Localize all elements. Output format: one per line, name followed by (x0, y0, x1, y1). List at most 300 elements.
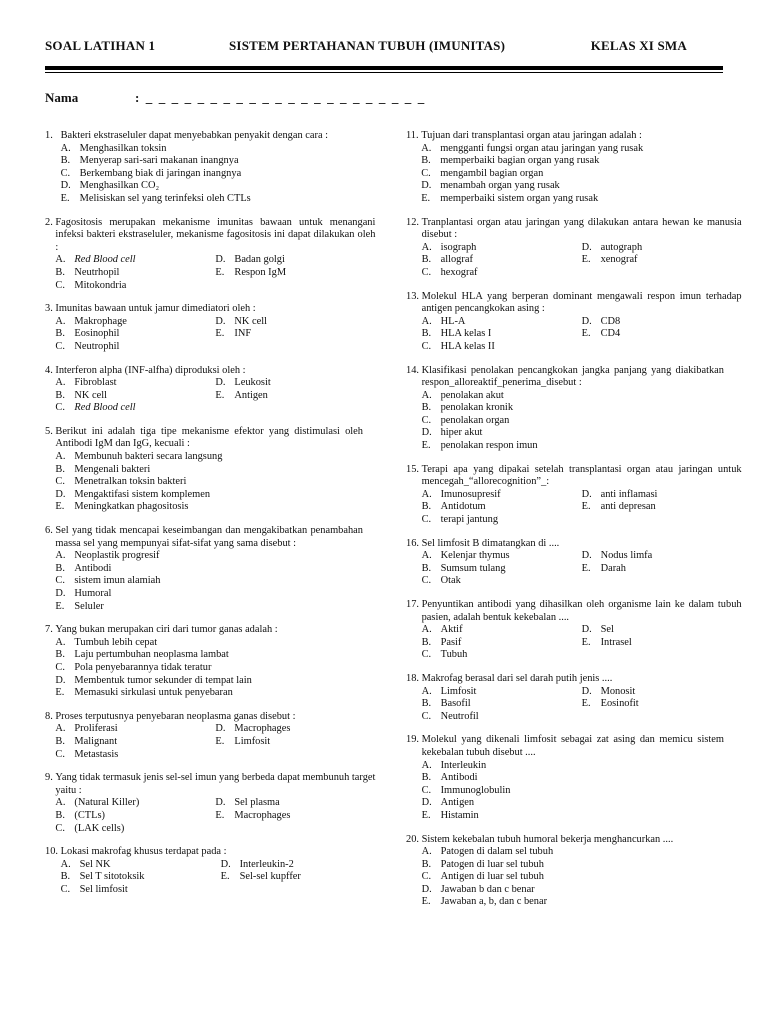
answer-option[interactable] (55, 588, 363, 601)
option-text: xenograf (600, 254, 638, 266)
option-letter: D. (421, 797, 432, 809)
option-text: penolakan kronik (440, 402, 514, 414)
answer-options (55, 377, 375, 415)
option-letter: A. (421, 685, 432, 697)
answer-options (55, 316, 375, 354)
question-body (422, 673, 742, 723)
answer-option[interactable] (215, 328, 375, 341)
question-body (55, 426, 363, 514)
answer-option[interactable] (61, 859, 221, 872)
answer-option[interactable] (215, 390, 375, 403)
question-body (422, 599, 742, 662)
answer-option[interactable] (422, 846, 724, 859)
answer-option[interactable] (55, 749, 215, 762)
option-text: Menetralkan toksin bakteri (74, 476, 187, 488)
question-text: Lokasi makrofag khusus terdapat pada : (60, 846, 227, 858)
option-letter: A. (421, 759, 432, 771)
answer-option[interactable] (422, 871, 724, 884)
option-text: Antigen (440, 797, 475, 809)
answer-option[interactable] (422, 316, 582, 329)
answer-option[interactable] (422, 698, 582, 711)
answer-option[interactable] (421, 143, 724, 156)
option-text: HLA kelas II (440, 340, 495, 352)
option-text: Makrophage (74, 315, 127, 327)
option-letter: C. (55, 822, 65, 834)
answer-option[interactable] (55, 328, 215, 341)
option-letter: D. (215, 254, 226, 266)
option-letter: A. (55, 377, 66, 389)
option-letter: E. (421, 192, 431, 204)
question-item (45, 711, 363, 761)
answer-options (55, 550, 363, 613)
option-text: Limfosit (440, 685, 477, 697)
option-text: Sel plasma (234, 797, 280, 809)
answer-option[interactable] (61, 193, 363, 206)
option-letter: A. (421, 241, 432, 253)
answer-option[interactable] (55, 267, 215, 280)
question-body (422, 734, 724, 822)
option-letter: E. (581, 254, 591, 266)
page-header (45, 38, 723, 58)
option-letter: E. (421, 440, 431, 452)
answer-option[interactable] (215, 267, 375, 280)
option-text: Tumbuh lebih cepat (74, 636, 158, 648)
question-text: Interferon alpha (INF-alfha) diproduksi oleh : (55, 364, 246, 376)
question-body (422, 291, 742, 354)
option-letter: C. (55, 575, 65, 587)
question-text: Imunitas bawaan untuk jamur dimediatori oleh : (55, 303, 256, 315)
option-letter: A. (55, 451, 66, 463)
answer-option[interactable] (61, 143, 363, 156)
option-text: Menghasilkan toksin (79, 142, 167, 154)
answer-options (422, 489, 742, 527)
option-letter: C. (421, 649, 432, 661)
option-text: Macrophages (234, 809, 291, 821)
option-letter: E. (220, 871, 230, 883)
option-text: Humoral (74, 588, 112, 599)
answer-option[interactable] (422, 575, 582, 588)
option-text: Imunosupresif (440, 488, 501, 500)
answer-option[interactable] (582, 489, 742, 502)
option-text: Monosit (600, 685, 636, 697)
answer-option[interactable] (421, 180, 724, 193)
option-letter: A. (421, 488, 432, 500)
answer-option[interactable] (55, 280, 215, 293)
answer-option[interactable] (582, 316, 742, 329)
question-body (55, 525, 363, 613)
answer-options (422, 624, 742, 662)
answer-option[interactable] (422, 760, 724, 773)
answer-option[interactable] (422, 390, 724, 403)
option-letter: A. (55, 797, 66, 809)
answer-option[interactable] (55, 501, 363, 514)
option-letter: C. (421, 784, 432, 796)
option-text: Sel NK (79, 858, 111, 870)
question-number: 17. (406, 599, 422, 610)
option-letter: A. (60, 142, 71, 154)
option-letter: E. (215, 266, 225, 278)
option-letter: B. (55, 463, 65, 475)
option-text: Berkembang biak di jaringan inangnya (79, 167, 242, 179)
option-text: Sumsum tulang (440, 562, 506, 574)
option-text: Proliferasi (74, 723, 118, 735)
answer-options (55, 723, 375, 761)
answer-option[interactable] (422, 637, 582, 650)
answer-option[interactable] (55, 823, 215, 836)
answer-option[interactable] (422, 415, 724, 428)
option-text: CD8 (600, 315, 621, 327)
answer-option[interactable] (422, 267, 582, 280)
question-body (55, 217, 375, 293)
answer-option[interactable] (422, 884, 724, 897)
question-number: 1. (45, 130, 61, 141)
option-letter: B. (421, 562, 432, 574)
option-letter: D. (55, 674, 66, 686)
answer-options (422, 316, 742, 354)
answer-option[interactable] (422, 785, 724, 798)
option-letter: E. (215, 809, 225, 821)
question-body (61, 130, 363, 206)
question-text: Proses terputusnya penyebaran neoplasma ganas disebut : (55, 710, 296, 722)
option-letter: D. (215, 723, 226, 735)
option-text: penolakan organ (440, 414, 510, 426)
option-letter: D. (421, 180, 432, 192)
answer-option[interactable] (215, 736, 375, 749)
option-text: allograf (440, 254, 473, 266)
option-letter: B. (60, 871, 71, 883)
option-letter: C. (60, 167, 71, 179)
option-text: Jawaban b dan c benar (440, 883, 535, 895)
option-letter: C. (421, 575, 432, 587)
answer-option[interactable] (55, 649, 363, 662)
option-letter: D. (421, 427, 432, 439)
answer-option[interactable] (215, 254, 375, 267)
option-text: Red Blood cell (74, 402, 136, 414)
option-text: Sel (600, 624, 614, 636)
answer-option[interactable] (422, 810, 724, 823)
option-text: Meningkatkan phagositosis (74, 501, 189, 513)
answer-option[interactable] (582, 501, 742, 514)
answer-option[interactable] (422, 624, 582, 637)
answer-option[interactable] (582, 624, 742, 637)
option-letter: C. (421, 414, 432, 426)
question-body (422, 464, 742, 527)
question-item (406, 463, 742, 527)
question-number: 20. (406, 833, 422, 845)
question-body (61, 846, 381, 896)
option-letter: A. (421, 142, 432, 154)
answer-options (422, 550, 742, 588)
answer-options (55, 451, 363, 514)
option-text: hiper akut (440, 427, 483, 439)
option-letter: A. (55, 550, 66, 562)
question-text: Tranplantasi organ atau jaringan yang dilakukan antara hewan ke manusia disebut : (421, 216, 742, 241)
question-body (422, 834, 724, 910)
answer-option[interactable] (422, 797, 724, 810)
option-letter: D. (60, 180, 71, 192)
question-number: 18. (406, 672, 422, 684)
question-text: Yang tidak termasuk jenis sel-sel imun yang berbeda dapat membunuh target yaitu : (55, 772, 376, 796)
question-number: 15. (406, 463, 422, 475)
question-item (45, 130, 363, 206)
answer-option[interactable] (422, 489, 582, 502)
answer-option[interactable] (422, 649, 582, 662)
option-letter: B. (55, 562, 65, 574)
option-letter: B. (421, 636, 432, 648)
option-letter: D. (215, 315, 226, 327)
answer-options (55, 637, 363, 700)
option-letter: D. (55, 488, 66, 500)
question-number: 5. (45, 425, 56, 437)
name-input-line[interactable]: : _ _ _ _ _ _ _ _ _ _ _ _ _ _ _ _ _ _ _ _ _ _ (135, 90, 426, 105)
option-letter: D. (581, 550, 592, 562)
answer-option[interactable] (582, 563, 742, 576)
option-text: penolakan respon imun (440, 440, 538, 452)
option-letter: E. (215, 735, 225, 747)
answer-option[interactable] (422, 859, 724, 872)
option-letter: E. (60, 192, 70, 204)
answer-option[interactable] (55, 810, 215, 823)
option-text: Nodus limfa (600, 550, 653, 562)
option-text: Memasuki sirkulasi untuk penyebaran (74, 687, 233, 699)
question-number: 6. (45, 525, 56, 537)
option-letter: A. (421, 624, 432, 636)
option-text: Immunoglobulin (440, 784, 511, 796)
answer-option[interactable] (421, 168, 724, 181)
option-text: Otak (440, 575, 461, 587)
option-text: isograph (440, 241, 477, 253)
question-text: Sel yang tidak mencapai keseimbangan dan mengakibatkan penambahan massa sel yang mempunyai sifat-sifat yang sama disebut : (55, 525, 363, 549)
question-item (45, 772, 376, 835)
answer-option[interactable] (422, 711, 582, 724)
answer-option[interactable] (61, 180, 363, 193)
option-letter: B. (55, 735, 65, 747)
answer-option[interactable] (422, 550, 582, 563)
answer-option[interactable] (221, 859, 381, 872)
question-item (406, 673, 724, 723)
question-item (45, 365, 363, 415)
answer-option[interactable] (215, 723, 375, 736)
answer-option[interactable] (422, 427, 724, 440)
option-letter: B. (421, 858, 432, 870)
option-text: Fibroblast (74, 377, 117, 389)
option-text: Aktif (440, 624, 463, 636)
question-item (406, 216, 742, 280)
question-text: Sistem kekebalan tubuh humoral bekerja menghancurkan .... (421, 833, 674, 845)
option-letter: A. (55, 723, 66, 735)
question-body (55, 303, 375, 353)
option-text: Malignant (74, 735, 118, 747)
answer-option[interactable] (61, 155, 363, 168)
option-text: (Natural Killer) (74, 797, 140, 809)
question-text: Sel limfosit B dimatangkan di .... (421, 537, 560, 549)
option-letter: E. (421, 896, 431, 908)
answer-option[interactable] (215, 810, 375, 823)
option-text: Interleukin (440, 759, 487, 771)
question-item (45, 846, 363, 896)
answer-option[interactable] (215, 797, 375, 810)
answer-option[interactable] (55, 377, 215, 390)
option-letter: B. (421, 772, 432, 784)
option-text: Membunuh bakteri secara langsung (74, 451, 223, 463)
option-letter: D. (581, 488, 592, 500)
option-text: Sel T sitotoksik (79, 871, 145, 883)
question-number: 11. (406, 130, 422, 141)
question-body (422, 217, 742, 280)
answer-option[interactable] (61, 871, 221, 884)
answer-option[interactable] (582, 242, 742, 255)
answer-option[interactable] (55, 575, 363, 588)
answer-options (421, 143, 724, 206)
answer-option[interactable] (422, 328, 582, 341)
answer-option[interactable] (422, 686, 582, 699)
answer-option[interactable] (55, 797, 215, 810)
answer-option[interactable] (582, 254, 742, 267)
answer-option[interactable] (55, 402, 215, 415)
option-text: Eosinophil (74, 328, 120, 340)
option-letter: B. (55, 649, 65, 661)
option-letter: E. (581, 698, 591, 710)
answer-option[interactable] (221, 871, 381, 884)
answer-option[interactable] (61, 168, 363, 181)
answer-option[interactable] (55, 451, 363, 464)
question-text: Tujuan dari transplantasi organ atau jaringan adalah : (421, 130, 642, 141)
question-item (406, 599, 742, 662)
answer-option[interactable] (582, 637, 742, 650)
answer-option[interactable] (582, 328, 742, 341)
answer-option[interactable] (422, 896, 724, 909)
question-body (422, 365, 724, 453)
option-text: Red Blood cell (74, 254, 136, 266)
option-letter: B. (60, 155, 71, 167)
answer-option[interactable] (421, 193, 724, 206)
option-text: Laju pertumbuhan neoplasma lambat (74, 649, 229, 661)
answer-option[interactable] (215, 377, 375, 390)
answer-option[interactable] (422, 254, 582, 267)
answer-option[interactable] (422, 440, 724, 453)
answer-option[interactable] (55, 687, 363, 700)
answer-option[interactable] (55, 390, 215, 403)
answer-option[interactable] (55, 723, 215, 736)
option-text: Patogen di dalam sel tubuh (440, 846, 554, 858)
question-column-right (406, 130, 742, 920)
question-text: Bakteri ekstraseluler dapat menyebabkan penyakit dengan cara : (60, 130, 329, 141)
question-number: 2. (45, 216, 56, 228)
answer-options (422, 686, 742, 724)
option-letter: B. (421, 155, 431, 167)
option-letter: C. (421, 167, 431, 179)
question-number: 16. (406, 537, 422, 549)
answer-option[interactable] (55, 563, 363, 576)
option-letter: B. (421, 698, 432, 710)
answer-option[interactable] (55, 675, 363, 688)
option-text: Respon IgM (234, 266, 287, 278)
question-item (406, 365, 724, 453)
question-number: 19. (406, 734, 422, 746)
answer-option[interactable] (422, 501, 582, 514)
option-text: anti inflamasi (600, 488, 658, 500)
answer-option[interactable] (582, 550, 742, 563)
answer-option[interactable] (582, 686, 742, 699)
answer-option[interactable] (55, 254, 215, 267)
option-letter: D. (421, 883, 432, 895)
answer-option[interactable] (55, 464, 363, 477)
option-text: Jawaban a, b, dan c benar (440, 896, 548, 908)
option-text: Leukosit (234, 377, 271, 389)
answer-option[interactable] (55, 316, 215, 329)
answer-option[interactable] (55, 662, 363, 675)
option-letter: E. (581, 328, 591, 340)
option-letter: C. (421, 340, 432, 352)
question-text: Penyuntikan antibodi yang dihasilkan oleh organisme lain ke dalam tubuh pasien, adalah bentuk kekebalan .... (421, 599, 742, 623)
answer-options (422, 760, 724, 823)
answer-option[interactable] (582, 698, 742, 711)
option-text: terapi jantung (440, 514, 499, 526)
header-left-title: SOAL LATIHAN 1 (45, 38, 156, 53)
option-letter: C. (421, 266, 432, 278)
option-letter: B. (421, 501, 432, 513)
answer-option[interactable] (422, 514, 582, 527)
answer-option[interactable] (215, 316, 375, 329)
answer-option[interactable] (422, 563, 582, 576)
answer-option[interactable] (422, 402, 724, 415)
option-letter: B. (55, 266, 65, 278)
option-letter: E. (55, 501, 65, 513)
answer-option[interactable] (421, 155, 724, 168)
option-text: Interleukin-2 (239, 858, 294, 870)
answer-option[interactable] (55, 476, 363, 489)
option-letter: D. (215, 377, 226, 389)
answer-option[interactable] (422, 772, 724, 785)
question-item (45, 525, 363, 613)
answer-option[interactable] (55, 550, 363, 563)
option-letter: A. (55, 315, 66, 327)
option-text: anti depresan (600, 501, 656, 513)
option-text: Antigen (234, 389, 268, 401)
option-letter: B. (55, 809, 65, 821)
option-text: memperbaiki bagian organ yang rusak (440, 155, 600, 167)
option-letter: D. (215, 797, 226, 809)
question-text: Molekul yang dikenali limfosit sebagai zat asing dan memicu sistem kekebalan tubuh disebut .... (421, 734, 724, 758)
option-letter: C. (55, 476, 65, 488)
option-letter: A. (55, 254, 66, 266)
answer-option[interactable] (422, 341, 582, 354)
option-letter: D. (220, 858, 231, 870)
question-body (421, 130, 724, 206)
answer-option[interactable] (55, 489, 363, 502)
answer-option[interactable] (61, 884, 221, 897)
option-text: mengganti fungsi organ atau jaringan yang rusak (440, 142, 644, 154)
answer-option[interactable] (55, 637, 363, 650)
header-divider-thick (45, 66, 723, 70)
option-letter: D. (581, 624, 592, 636)
question-text: Terapi apa yang dipakai setelah transplantasi organ atau jaringan untuk mencegah_“allorecognition”_: (421, 463, 742, 488)
question-text: Klasifikasi penolakan pencangkokan jangka panjang yang diakibatkan respon_alloreaktif_penerima_disebut : (421, 364, 724, 389)
answer-option[interactable] (55, 341, 215, 354)
answer-option[interactable] (422, 242, 582, 255)
question-text: Molekul HLA yang berperan dominant mengawali respon imun terhadap antigen pencangkokan asing : (421, 290, 742, 315)
option-letter: E. (581, 562, 591, 574)
answer-option[interactable] (55, 736, 215, 749)
option-text: autograph (600, 241, 643, 253)
question-column-left (45, 130, 376, 907)
option-text: Antigen di luar sel tubuh (440, 871, 544, 883)
option-letter: A. (421, 550, 432, 562)
question-number: 3. (45, 303, 56, 315)
answer-option[interactable] (55, 601, 363, 614)
option-letter: E. (421, 809, 431, 821)
option-text: Tubuh (440, 649, 468, 661)
